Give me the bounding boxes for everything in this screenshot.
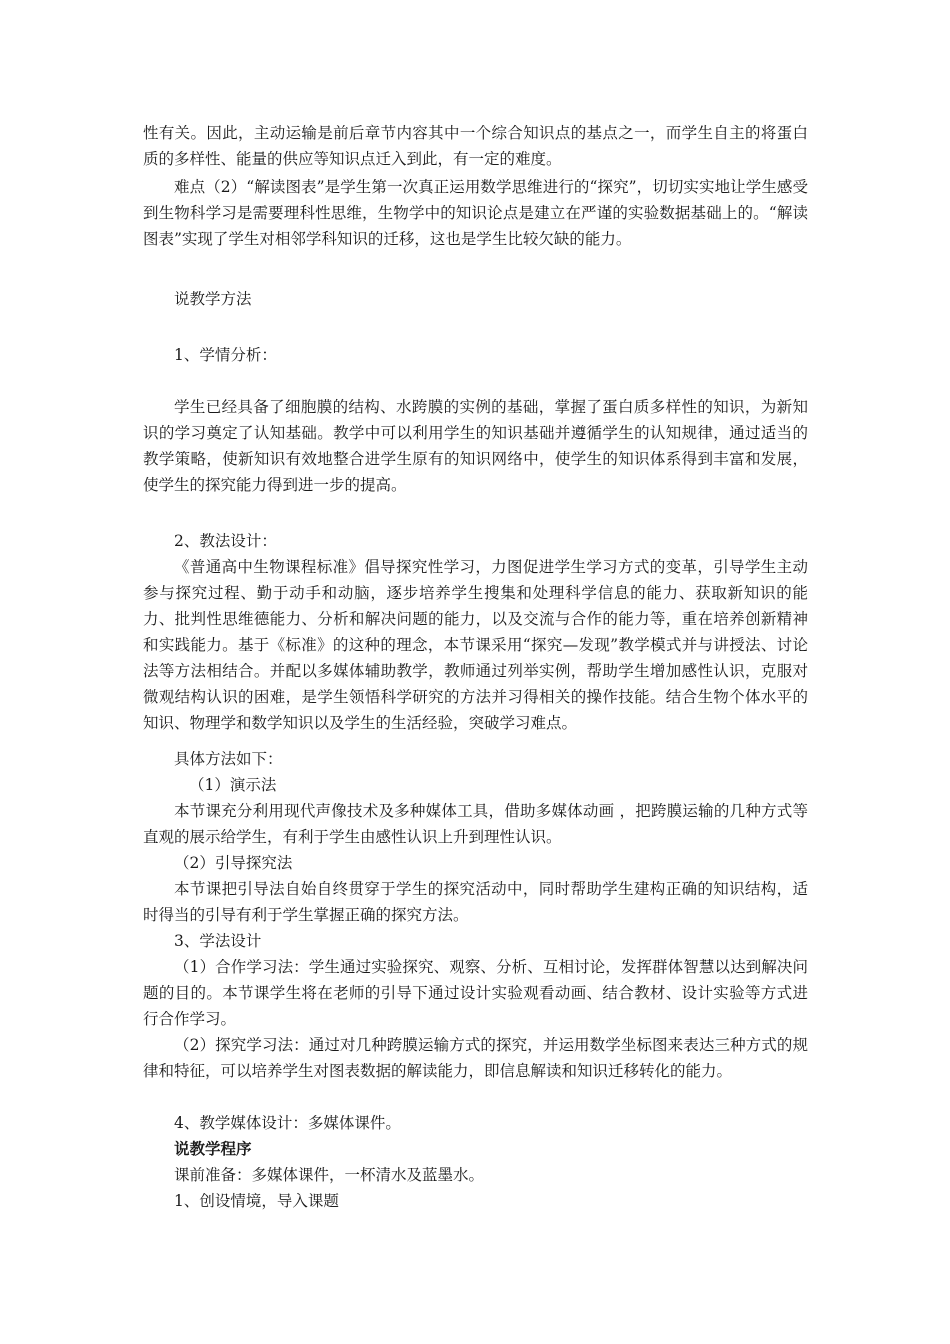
- paragraph-inquiry-learning: （2）探究学习法：通过对几种跨膜运输方式的探究，并运用数学坐标图来表达三种方式的规律和特征，可以培养学生对图表数据的解读能力，即信息解读和知识迁移转化的能力。: [143, 1036, 808, 1080]
- heading-demonstration-method: （1）演示法: [189, 776, 277, 794]
- heading-method-design: 2、教法设计：: [174, 532, 277, 550]
- paragraph-preparation: 课前准备：多媒体课件，一杯清水及蓝墨水。: [174, 1166, 485, 1184]
- paragraph-guided-inquiry: 本节课把引导法自始自终贯穿于学生的探究活动中，同时帮助学生建构正确的知识结构，适时得当的引导有利于学生掌握正确的探究方法。: [143, 880, 808, 924]
- heading-media-design: 4、教学媒体设计：多媒体课件。: [174, 1114, 401, 1132]
- paragraph-demonstration-method: 本节课充分利用现代声像技术及多种媒体工具，借助多媒体动画 ，把跨膜运输的几种方式等直观的展示给学生，有利于学生由感性认识上升到理性认识。: [143, 802, 808, 846]
- paragraph-specific-methods: 具体方法如下：: [174, 750, 283, 768]
- heading-guided-inquiry: （2）引导探究法: [174, 854, 293, 872]
- paragraph-method-design: 《普通高中生物课程标准》倡导探究性学习，力图促进学生学习方式的变革，引导学生主动参与探究过程、勤于动手和动脑，逐步培养学生搜集和处理科学信息的能力、获取新知识的能力、批判性思维德能力、分析和解决问题的能力，以及交流与合作的能力等，重在培养创新精神和实践能力。基于《标准》的这种的理念，本节课采用“探究—发现”教学模式并与讲授法、讨论法等方法相结合。并配以多媒体辅助教学，教师通过列举实例，帮助学生增加感性认识，克服对微观结构认识的困难，是学生领悟科学研究的方法并习得相关的操作技能。结合生物个体水平的知识、物理学和数学知识以及学生的生活经验，突破学习难点。: [143, 558, 808, 732]
- paragraph-cooperative-learning: （1）合作学习法：学生通过实验探究、观察、分析、互相讨论，发挥群体智慧以达到解决问题的目的。本节课学生将在老师的引导下通过设计实验观看动画、结合教材、设计实验等方式进行合作学习。: [143, 958, 808, 1028]
- heading-teaching-procedure: 说教学程序: [174, 1139, 252, 1158]
- heading-student-analysis: 1、学情分析：: [174, 346, 277, 364]
- heading-create-situation: 1、创设情境，导入课题: [174, 1192, 339, 1210]
- paragraph-difficulty-2: 难点（2）“解读图表”是学生第一次真正运用数学思维进行的“探究”，切切实实地让学生感受到生物科学习是需要理科性思维，生物学中的知识论点是建立在严谨的实验数据基础上的。“解读图表”实现了学生对相邻学科知识的迁移，这也是学生比较欠缺的能力。: [143, 178, 808, 248]
- paragraph-student-analysis: 学生已经具备了细胞膜的结构、水跨膜的实例的基础，掌握了蛋白质多样性的知识，为新知识的学习奠定了认知基础。教学中可以利用学生的知识基础并遵循学生的认知规律，通过适当的教学策略，使新知识有效地整合进学生原有的知识网络中，使学生的知识体系得到丰富和发展，使学生的探究能力得到进一步的提高。: [143, 398, 808, 494]
- heading-learning-method: 3、学法设计: [174, 932, 262, 950]
- paragraph-difficulty-1-cont: 性有关。因此，主动运输是前后章节内容其中一个综合知识点的基点之一，而学生自主的将蛋白质的多样性、能量的供应等知识点迁入到此，有一定的难度。: [143, 124, 808, 168]
- heading-teaching-methods: 说教学方法: [174, 290, 252, 308]
